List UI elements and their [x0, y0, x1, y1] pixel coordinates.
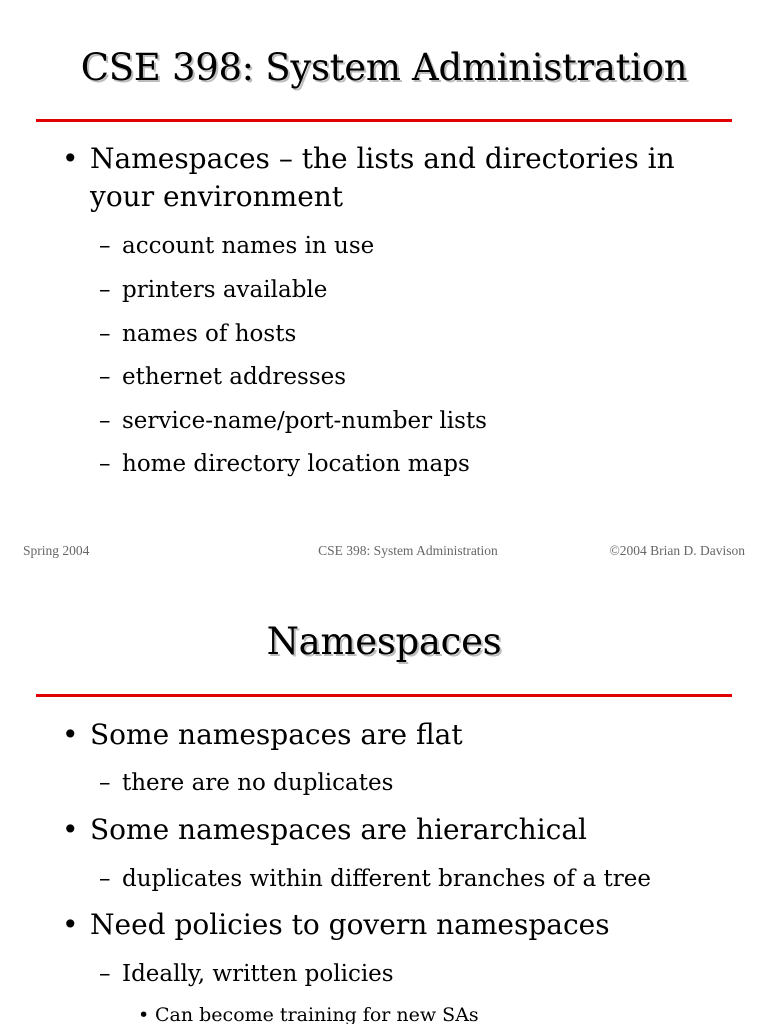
bullet-item: • Need policies to govern namespaces: [90, 906, 740, 944]
sub-bullet-item: – there are no duplicates: [122, 768, 742, 798]
slide-title: CSE 398: System Administration: [80, 46, 688, 89]
sub-bullet-item: – printers available: [122, 275, 742, 305]
bullet-item: • Some namespaces are flat: [90, 716, 740, 754]
title-divider: [36, 694, 732, 697]
footer-course: CSE 398: System Administration: [318, 543, 498, 558]
sub-sub-bullet-item: • Can become training for new SAs: [155, 1002, 735, 1024]
slide-2: [0, 576, 768, 1024]
bullet-item: • Namespaces – the lists and directories in your environment: [90, 140, 740, 216]
title-divider: [36, 119, 732, 122]
bullet-item: • Some namespaces are hierarchical: [90, 811, 740, 849]
sub-bullet-item: – names of hosts: [122, 319, 742, 349]
sub-bullet-item: – ethernet addresses: [122, 362, 742, 392]
footer-copyright: ©2004 Brian D. Davison: [609, 543, 745, 558]
sub-bullet-item: – service-name/port-number lists: [122, 406, 742, 436]
sub-bullet-item: – home directory location maps: [122, 449, 742, 479]
sub-bullet-item: – Ideally, written policies: [122, 959, 742, 989]
sub-bullet-item: – account names in use: [122, 231, 742, 261]
slide-title: Namespaces: [266, 620, 502, 663]
sub-bullet-item: – duplicates within different branches of a tree: [122, 864, 742, 894]
footer-term: Spring 2004: [23, 543, 90, 558]
